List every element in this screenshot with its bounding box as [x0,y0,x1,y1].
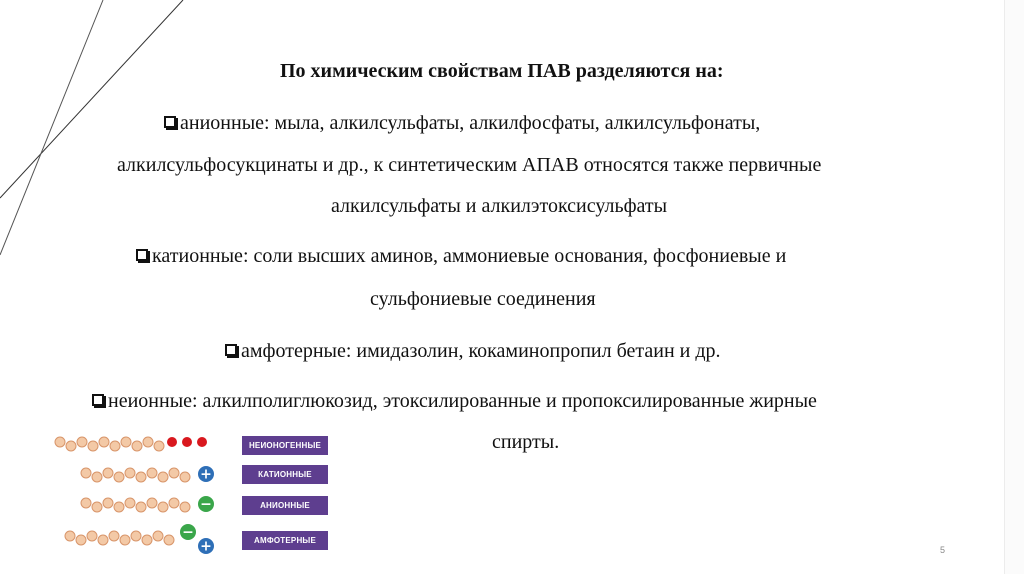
anionic-tail-bead [114,502,124,512]
amphoteric-tail-bead [164,535,174,545]
cationic-tail-bead [114,472,124,482]
amphoteric-tail-bead [131,531,141,541]
amphoteric-tail-bead [153,531,163,541]
anionic-text-2: алкилсульфосукцинаты и др., к синтетическим АПАВ относятся также первичные [117,154,822,176]
anionic-tail-bead [169,498,179,508]
cationic-tail-bead [125,468,135,478]
anionic-tail-bead [180,502,190,512]
nonionic-tail-bead [110,441,120,451]
label-nonionic: НЕИОНОГЕННЫЕ [242,436,328,455]
nonionic-head-bead [197,437,207,447]
plus-head-icon [198,538,214,555]
svg-text:+: + [200,466,212,483]
anionic-tail-bead [92,502,102,512]
anionic-text-1: анионные: мыла, алкилсульфаты, алкилфосфаты, алкилсульфонаты, [180,112,761,134]
label-amphoteric: АМФОТЕРНЫЕ [242,531,328,550]
nonionic-tail-bead [154,441,164,451]
cationic-tail-bead [136,472,146,482]
slide-heading: По химическим свойствам ПАВ разделяются на: [280,60,724,82]
cationic-tail-bead [180,472,190,482]
amphoteric-tail-bead [120,535,130,545]
nonionic-text-2: спирты. [492,431,560,453]
nonionic-head-bead [167,437,177,447]
nonionic-tail-bead [77,437,87,447]
plus-head-icon [198,466,214,483]
minus-head-icon [198,496,214,513]
cationic-text-1: катионные: соли высших аминов, аммониевые основания, фосфониевые и [152,245,787,267]
nonionic-tail-bead [55,437,65,447]
anionic-tail-bead [125,498,135,508]
label-cationic: КАТИОННЫЕ [242,465,328,484]
anionic-tail-bead [147,498,157,508]
nonionic-tail-bead [121,437,131,447]
amphoteric-text-1: амфотерные: имидазолин, кокаминопропил бетаин и др. [241,340,721,362]
cationic-tail-bead [169,468,179,478]
nonionic-tail-bead [132,441,142,451]
nonionic-tail-bead [99,437,109,447]
amphoteric-tail-bead [87,531,97,541]
anionic-tail-bead [136,502,146,512]
cationic-tail-bead [103,468,113,478]
nonionic-text-1: неионные: алкилполиглюкозид, этоксилированные и пропоксилированные жирные [108,390,817,412]
svg-text:−: − [182,524,194,541]
cationic-tail-bead [92,472,102,482]
amphoteric-tail-bead [65,531,75,541]
amphoteric-tail-bead [142,535,152,545]
cationic-tail-bead [81,468,91,478]
cationic-tail-bead [158,472,168,482]
cationic-text-2: сульфониевые соединения [370,288,596,310]
nonionic-tail-bead [66,441,76,451]
amphoteric-tail-bead [109,531,119,541]
nonionic-head-bead [182,437,192,447]
cationic-tail-bead [147,468,157,478]
label-anionic: АНИОННЫЕ [242,496,328,515]
nonionic-tail-bead [143,437,153,447]
amphoteric-tail-bead [98,535,108,545]
anionic-tail-bead [81,498,91,508]
page-number: 5 [940,545,946,555]
minus-head-icon [180,524,196,541]
anionic-text-3: алкилсульфаты и алкилэтоксисульфаты [331,195,668,217]
amphoteric-tail-bead [76,535,86,545]
svg-text:+: + [200,538,212,555]
svg-text:−: − [200,496,212,513]
anionic-tail-bead [103,498,113,508]
nonionic-tail-bead [88,441,98,451]
anionic-tail-bead [158,502,168,512]
